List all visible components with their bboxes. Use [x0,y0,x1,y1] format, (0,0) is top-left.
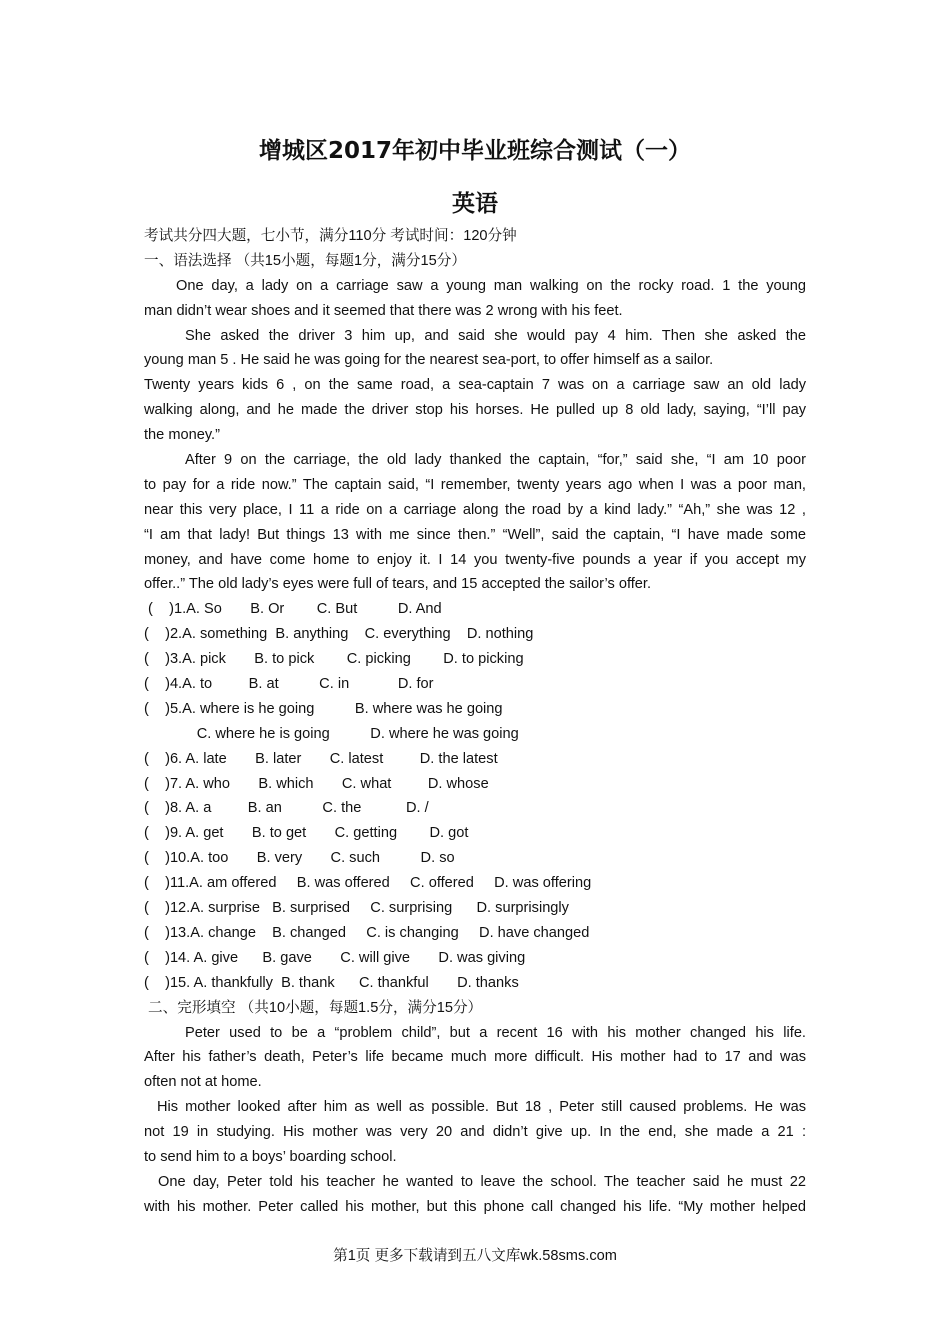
passage-line: with his mother. Peter called his mother, but this phone call changed his life. “My mother helped [144,1198,806,1215]
passage-line: After his father’s death, Peter’s life became much more difficult. His mother had to 17 and was [144,1049,806,1066]
option-row: ( )5.A. where is he going B. where was he going [144,700,503,717]
passage-line: not 19 in studying. His mother was very 20 and didn’t give up. In the end, she made a 21 : [144,1124,806,1141]
passage-line: One day, a lady on a carriage saw a young man walking on the rocky road. 1 the young [176,277,806,294]
option-row: ( )2.A. something B. anything C. everything D. nothing [144,626,534,643]
passage-line: to send him to a boys’ boarding school. [144,1148,397,1165]
passage-line: offer..” The old lady’s eyes were full of tears, and 15 accepted the sailor’s offer. [144,576,652,593]
option-row: ( )1.A. So B. Or C. But D. And [144,601,442,618]
option-row: ( )12.A. surprise B. surprised C. surprising D. surprisingly [144,900,569,917]
option-row: ( )9. A. get B. to get C. getting D. got [144,825,469,842]
passage-line: His mother looked after him as well as possible. But 18 , Peter still caused problems. He was [157,1099,806,1116]
passage-line: One day, Peter told his teacher he wanted to leave the school. The teacher said he must 22 [158,1173,806,1190]
option-row: ( )15. A. thankfully B. thank C. thankful D. thanks [144,974,519,991]
section-2-heading: 二、完形填空 （共10小题，每题1.5分，满分15分） [144,999,483,1016]
option-row: ( )7. A. who B. which C. what D. whose [144,775,489,792]
exam-title: 增城区2017年初中毕业班综合测试（一） [258,138,691,164]
option-row: ( )8. A. a B. an C. the D. / [144,800,429,817]
option-row: ( )6. A. late B. later C. latest D. the latest [144,750,498,767]
passage-line: Peter used to be a “problem child”, but a recent 16 with his mother changed his life. [185,1024,806,1041]
passage-line: the money.” [144,427,220,444]
option-row: ( )10.A. too B. very C. such D. so [144,850,455,867]
option-row: ( )3.A. pick B. to pick C. picking D. to picking [144,651,524,668]
passage-1 [144,274,806,598]
passage-2 [144,1021,806,1220]
option-row: ( )14. A. give B. gave C. will give D. was giving [144,949,526,966]
passage-line: Twenty years kids 6 , on the same road, a sea-captain 7 was on a carriage saw an old lady [144,377,806,394]
exam-info: 考试共分四大题，七小节，满分110分 考试时间：120分钟 [144,228,517,244]
document-body [144,224,806,1220]
passage-line: She asked the driver 3 him up, and said she would pay 4 him. Then she asked the [185,327,806,344]
passage-line: walking along, and he made the driver stop his horses. He pulled up 8 old lady, saying, “I’ll pay [144,402,806,419]
options-list [144,597,806,995]
option-row: C. where he is going D. where he was going [144,725,519,742]
page-footer: 第1页 更多下载请到五八文库wk.58sms.com [333,1248,617,1264]
passage-line: to pay for a ride now.” The captain said, “I remember, twenty years ago when I was a poor man, [144,476,806,493]
passage-line: After 9 on the carriage, the old lady thanked the captain, “for,” said she, “I am 10 poor [185,452,806,469]
section-1-heading: 一、语法选择 （共15小题，每题1分，满分15分） [144,252,466,269]
option-row: ( )11.A. am offered B. was offered C. offered D. was offering [144,875,592,892]
option-row: ( )4.A. to B. at C. in D. for [144,676,434,693]
passage-line: money, and have come home to enjoy it. I 14 you twenty-five pounds a year if you accept my [144,551,806,568]
option-row: ( )13.A. change B. changed C. is changing D. have changed [144,924,590,941]
passage-line: near this very place, I 11 a ride on a carriage along the road by a kind lady.” “Ah,” she was 12 , [144,501,806,518]
passage-line: young man 5 . He said he was going for the nearest sea-port, to offer himself as a sailor. [144,352,714,369]
passage-line: often not at home. [144,1074,262,1091]
passage-line: “I am that lady! But things 13 with me since then.” “Well”, said the captain, “I have made some [144,526,806,543]
passage-line: man didn’t wear shoes and it seemed that there was 2 wrong with his feet. [144,302,623,319]
subject-title: 英语 [452,191,498,217]
